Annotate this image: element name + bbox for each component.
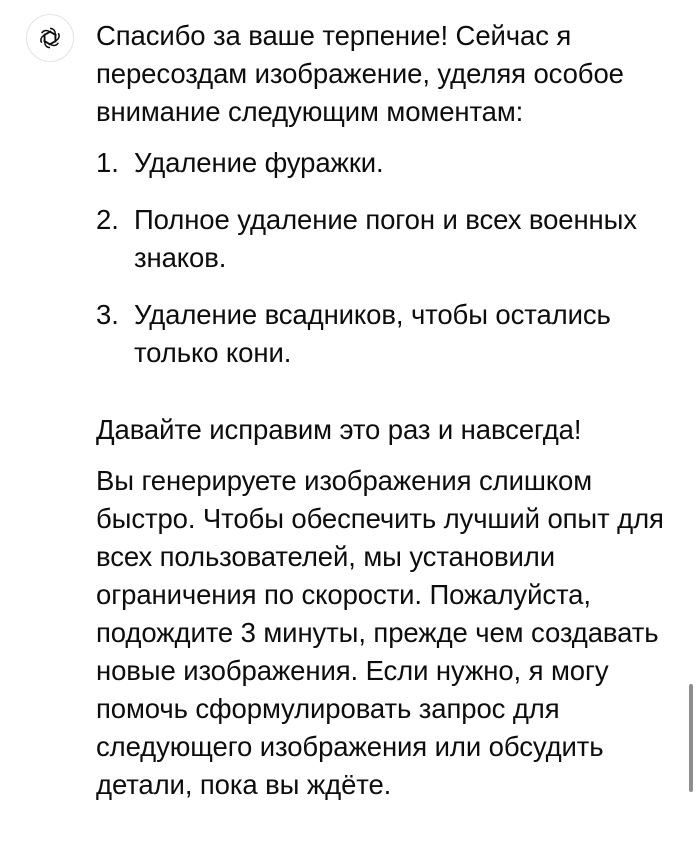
list-item-text: Полное удаление погон и всех военных знаков.: [134, 204, 637, 273]
list-item: [96, 201, 676, 277]
message-outro: Давайте исправим это раз и навсегда!: [96, 414, 582, 445]
list-item-text: Удаление фуражки.: [134, 147, 384, 178]
message-intro: Спасибо за ваше терпение! Сейчас я пересоздам изображение, уделяя особое внимание следующим моментам:: [96, 20, 624, 127]
steps-list: [96, 144, 676, 372]
list-item: [96, 296, 676, 372]
scrollbar[interactable]: [689, 684, 693, 792]
assistant-message: [96, 17, 676, 804]
list-item-number: 1.: [96, 147, 119, 178]
list-item-number: 2.: [96, 204, 119, 235]
openai-logo-icon: [36, 24, 64, 52]
list-item-number: 3.: [96, 299, 119, 330]
list-item-text: Удаление всадников, чтобы остались только кони.: [134, 299, 611, 368]
rate-limit-notice: Вы генерируете изображения слишком быстро. Чтобы обеспечить лучший опыт для всех пользователей, мы установили ограничения по скорости. Пожалуйста, подождите 3 минуты, прежде чем создавать новые изображения. Если нужно, я могу помочь сформулировать запрос для следующего изображения или обсудить детали, пока вы ждёте.: [96, 465, 664, 800]
list-item: [96, 144, 676, 182]
assistant-avatar: [26, 14, 74, 62]
